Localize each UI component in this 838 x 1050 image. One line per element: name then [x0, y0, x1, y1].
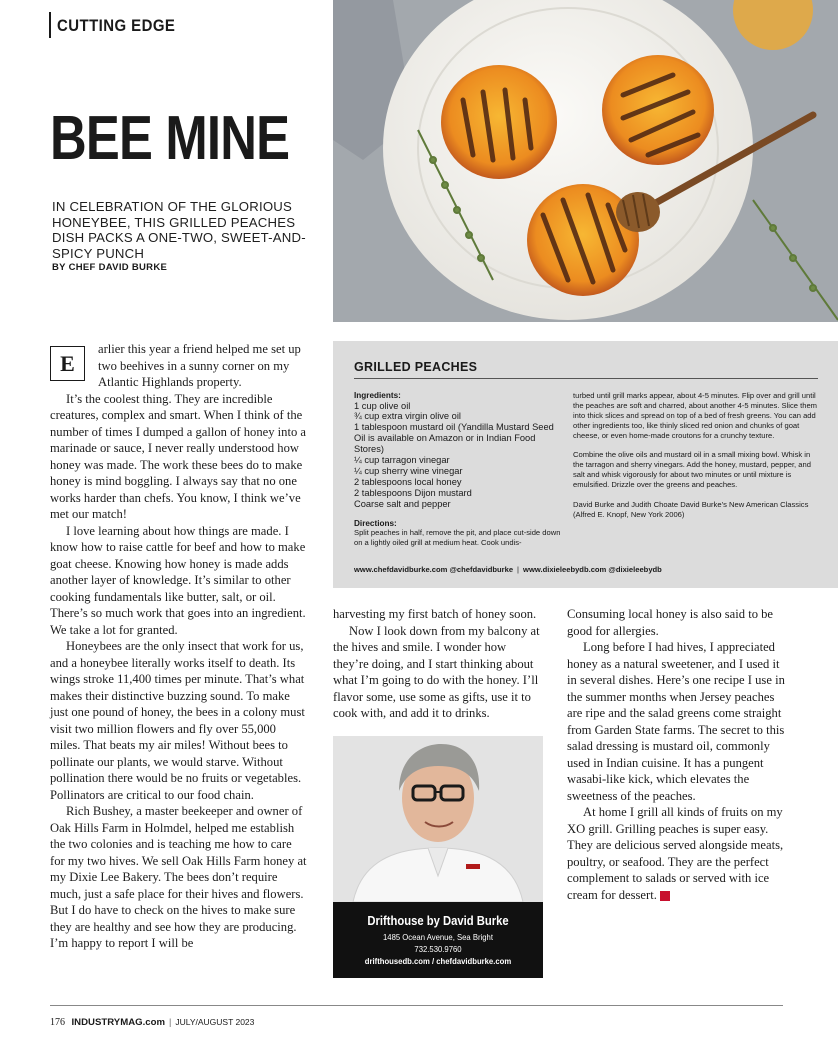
ingredient-item: 1 cup olive oil	[354, 400, 411, 411]
footer-brand[interactable]: INDUSTRYMAG.com	[71, 1017, 165, 1028]
directions-label: Directions:	[354, 518, 397, 528]
article-paragraph	[567, 804, 785, 903]
recipe-directions	[573, 391, 818, 529]
peach-half	[602, 55, 714, 165]
deck: IN CELEBRATION OF THE GLORIOUS HONEYBEE, THIS GRILLED PEACHES DISH PACKS A ONE-TWO, SWEET-AND-SPICY PUNCH	[52, 199, 306, 261]
recipe-link[interactable]: www.dixieleebydb.com @dixieleebydb	[523, 565, 662, 574]
footer-rule	[50, 1005, 783, 1006]
link-separator: |	[517, 565, 520, 574]
drop-cap: E	[50, 346, 85, 381]
ingredient-item: 2 tablespoons local honey	[354, 476, 462, 487]
article-paragraph: Now I look down from my balcony at the hives and smile. I wonder how they’re doing, and I start thinking about what I’m going to do with the honey. I’ll flavor some, use some as gifts, use it to cook with, and add it to drinks.	[333, 623, 540, 720]
recipe-box	[333, 341, 838, 588]
ingredient-item: 1 tablespoon mustard oil (Yandilla Mustard Seed Oil is available on Amazon or in Indian Food Stores)	[354, 422, 554, 455]
hero-photo	[333, 0, 838, 322]
restaurant-address: 1485 Ocean Avenue, Sea Bright	[383, 932, 493, 942]
section-label: CUTTING EDGE	[57, 16, 176, 35]
headline: BEE MINE	[50, 104, 290, 173]
ingredient-item: ¾ cup extra virgin olive oil	[354, 411, 461, 422]
article-paragraph: Rich Bushey, a master beekeeper and owner of Oak Hills Farm in Holmdel, helped me establish the two colonies and is teaching me how to care for my two hives. We sell Oak Hills Farm honey at my Dixie Lee Bakery. The bees don’t require much, just a safe place for their hives and flowers. But I do have to check on the hives to make sure they are healthy and see how they are producing. I’m happy to report I will be	[50, 804, 307, 950]
directions-paragraph: turbed until grill marks appear, about 4-5 minutes. Flip over and grill until the peaches are soft and charred, about another 4-5 minutes. Slice them into thick slices and spread on top of a bed of fresh greens. You can add other ingredients too, like thinly sliced red onion and chunks of goat cheese, or even home-made croutons for a crunchy texture.	[573, 391, 817, 440]
footer-issue: JULY/AUGUST 2023	[175, 1017, 255, 1027]
byline: BY CHEF DAVID BURKE	[52, 262, 168, 273]
article-paragraph: I love learning about how things are made. I know how to raise cattle for beef and how to make goat cheese. Knowing how honey is made adds another layer of knowledge. It’s similar to other cooking fundamentals like butter, salt, or oil. There’s so much work that goes into an ingredient. We take a lot for granted.	[50, 523, 306, 637]
ingredient-item: Coarse salt and pepper	[354, 498, 451, 509]
restaurant-card	[333, 902, 543, 978]
restaurant-name: Drifthouse by David Burke	[367, 914, 509, 928]
article-paragraph-text: At home I grill all kinds of fruits on my XO grill. Grilling peaches is super easy. They are delicious served alongside meats, poultry, or seafood. They are the perfect complement to salads or served with ice cream for dessert.	[567, 805, 784, 902]
ingredients-label: Ingredients:	[354, 391, 401, 400]
page-number: 176	[50, 1017, 65, 1028]
directions-text: Split peaches in half, remove the pit, and place cut-side down on a lightly oiled grill at medium heat. Cook undis-	[354, 528, 561, 547]
recipe-links	[354, 565, 662, 574]
section-rule	[49, 12, 51, 38]
article-paragraph: Consuming local honey is also said to be good for allergies.	[567, 607, 774, 638]
directions-paragraph: Combine the olive oils and mustard oil in a small mixing bowl. Whisk in the tarragon and sherry vinegars. Add the honey, mustard, pepper, and salt and whisk vigorously for about two minutes or until mixture is emulsified. Drizzle over the greens and peaches.	[573, 450, 811, 490]
article-paragraph: It’s the coolest thing. They are incredible creatures, complex and smart. When I think of the number of times I dumped a gallon of honey into a marinade or sauce, I never really understood how honey was made. The work these bees do to make honey is mind boggling. I always say that no one works harder than chefs. You know, I think we’ve met our match!	[50, 391, 307, 521]
article-paragraph: Honeybees are the only insect that work for us, and a honeybee literally works itself to death. Its wings stroke 11,400 times per minute. That’s what makes their distinctive buzzing sound. To make just one pound of honey, the bees in a colony must visit two million flowers and fly over 55,000 miles. That beats my air miles! Without bees to pollinate our plants, we would starve. Without pollination there would be no fruits or vegetables. Pollinators are critical to our food chain.	[50, 639, 305, 802]
ingredient-item: ¼ cup tarragon vinegar	[354, 455, 450, 466]
recipe-ingredients	[354, 391, 562, 548]
footer-separator: |	[168, 1017, 172, 1027]
recipe-credit: David Burke and Judith Choate David Burke’s New American Classics (Alfred E. Knopf, New York 2006)	[573, 499, 809, 519]
recipe-title: GRILLED PEACHES	[354, 360, 478, 374]
ingredient-item: ¼ cup sherry wine vinegar	[354, 465, 463, 476]
article-column-1	[50, 341, 308, 952]
chef-photo	[333, 736, 543, 902]
article-column-3	[567, 606, 785, 903]
article-paragraph: harvesting my first batch of honey soon.	[333, 607, 537, 621]
recipe-divider	[354, 378, 818, 379]
restaurant-phone: 732.530.9760	[414, 944, 462, 954]
end-mark-icon: I	[660, 891, 670, 901]
peach-half	[441, 65, 557, 179]
article-paragraph: Long before I had hives, I appreciated honey as a natural sweetener, and I used it in several dishes. Here’s one recipe I use in the summer months when Jersey peaches are ripe and the salad greens come straight from Garden State farms. The secret to this salad dressing is mustard oil, commonly used in Indian cuisine. It has a pungent wasabi-like kick, which elevates the sweetness of the peaches.	[567, 640, 785, 803]
article-paragraph: arlier this year a friend helped me set up two beehives in a sunny corner on my Atlantic Highlands property.	[98, 342, 301, 389]
ingredient-item: 2 tablespoons Dijon mustard	[354, 487, 472, 498]
article-column-2	[333, 606, 543, 722]
footer	[50, 1017, 254, 1028]
restaurant-web[interactable]: drifthousedb.com / chefdavidburke.com	[364, 956, 512, 966]
recipe-link[interactable]: www.chefdavidburke.com @chefdavidburke	[354, 565, 514, 574]
